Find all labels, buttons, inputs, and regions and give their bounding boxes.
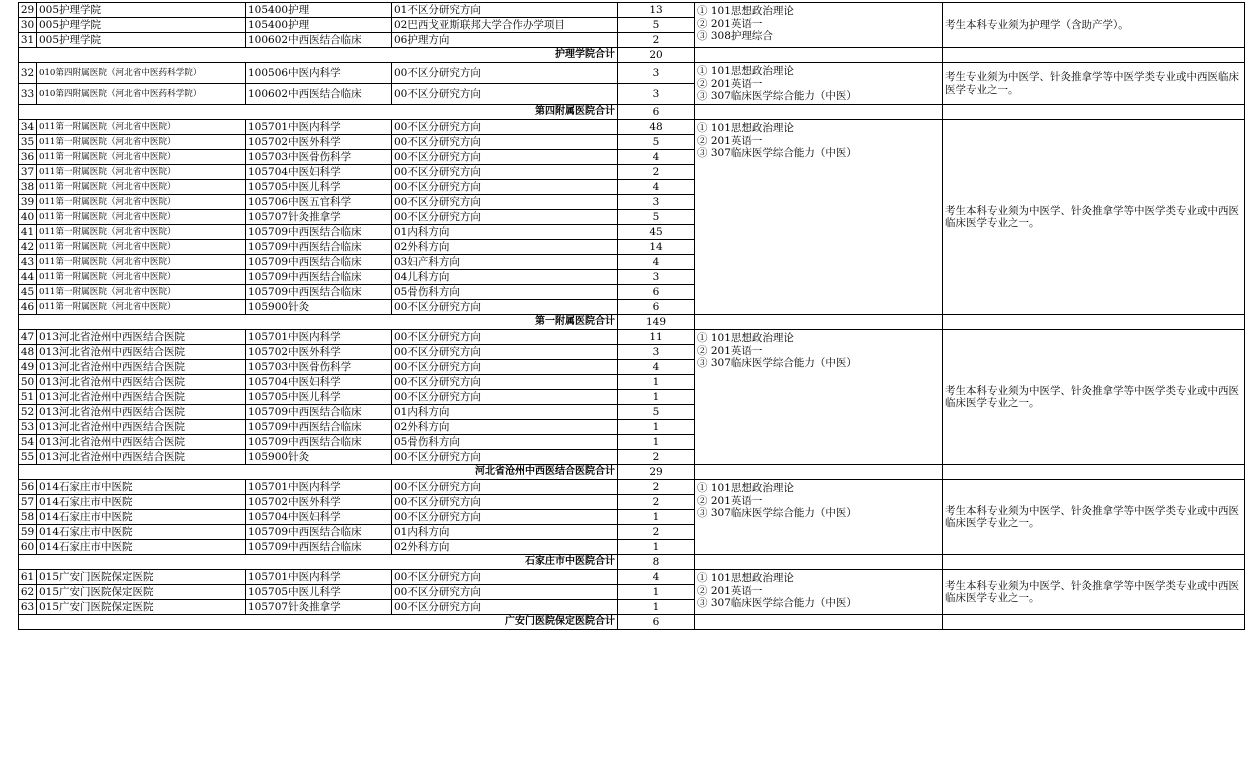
table-row — [19, 3, 1245, 18]
count-cell: 3 — [618, 195, 695, 210]
major-cell: 105709中西医结合临床 — [246, 435, 392, 450]
count-cell: 4 — [618, 150, 695, 165]
college-cell: 011第一附属医院（河北省中医院） — [37, 240, 246, 255]
count-cell: 3 — [618, 345, 695, 360]
row-number: 39 — [19, 195, 37, 210]
count-cell: 1 — [618, 390, 695, 405]
college-cell: 011第一附属医院（河北省中医院） — [37, 180, 246, 195]
direction-cell: 00不区分研究方向 — [392, 585, 618, 600]
total-row — [19, 105, 1245, 120]
major-cell: 105709中西医结合临床 — [246, 285, 392, 300]
direction-cell: 00不区分研究方向 — [392, 63, 618, 84]
count-cell: 4 — [618, 570, 695, 585]
admissions-table — [18, 2, 1245, 630]
direction-cell: 00不区分研究方向 — [392, 495, 618, 510]
exam-subjects-cell — [695, 120, 943, 315]
count-cell: 1 — [618, 420, 695, 435]
major-cell: 105709中西医结合临床 — [246, 270, 392, 285]
college-cell: 010第四附属医院（河北省中医药科学院） — [37, 63, 246, 84]
direction-cell: 04儿科方向 — [392, 270, 618, 285]
count-cell: 4 — [618, 360, 695, 375]
exam-subject: ① 101思想政治理论 — [697, 65, 794, 77]
row-number: 63 — [19, 600, 37, 615]
exam-subject: ② 201英语一 — [697, 134, 763, 147]
direction-cell: 00不区分研究方向 — [392, 375, 618, 390]
row-number: 51 — [19, 390, 37, 405]
major-cell: 105707针灸推拿学 — [246, 210, 392, 225]
count-cell: 11 — [618, 330, 695, 345]
direction-cell: 00不区分研究方向 — [392, 150, 618, 165]
exam-subject: ③ 307临床医学综合能力（中医） — [697, 597, 857, 609]
count-cell: 4 — [618, 180, 695, 195]
row-number: 34 — [19, 120, 37, 135]
total-value: 20 — [618, 48, 695, 63]
count-cell: 5 — [618, 135, 695, 150]
college-cell: 011第一附属医院（河北省中医院） — [37, 285, 246, 300]
major-cell: 105400护理 — [246, 18, 392, 33]
count-cell: 2 — [618, 33, 695, 48]
college-cell: 013河北省沧州中西医结合医院 — [37, 450, 246, 465]
empty-cell — [695, 555, 943, 570]
table-row — [19, 480, 1245, 495]
direction-cell: 02外科方向 — [392, 240, 618, 255]
major-cell: 105704中医妇科学 — [246, 375, 392, 390]
exam-subject: ③ 308护理综合 — [697, 30, 773, 42]
college-cell: 015广安门医院保定医院 — [37, 570, 246, 585]
major-cell: 105706中医五官科学 — [246, 195, 392, 210]
exam-subject: ① 101思想政治理论 — [697, 122, 794, 134]
empty-cell — [695, 105, 943, 120]
direction-cell: 00不区分研究方向 — [392, 390, 618, 405]
college-cell: 014石家庄市中医院 — [37, 525, 246, 540]
major-cell: 100602中西医结合临床 — [246, 84, 392, 105]
row-number: 40 — [19, 210, 37, 225]
college-cell: 014石家庄市中医院 — [37, 510, 246, 525]
row-number: 42 — [19, 240, 37, 255]
direction-cell: 00不区分研究方向 — [392, 135, 618, 150]
row-number: 56 — [19, 480, 37, 495]
college-cell: 015广安门医院保定医院 — [37, 600, 246, 615]
requirement-note-cell: 考生本科专业须为护理学（含助产学）。 — [943, 3, 1245, 48]
direction-cell: 00不区分研究方向 — [392, 330, 618, 345]
exam-subject: ① 101思想政治理论 — [697, 482, 794, 494]
count-cell: 1 — [618, 600, 695, 615]
major-cell: 105703中医骨伤科学 — [246, 150, 392, 165]
empty-cell — [943, 105, 1245, 120]
count-cell: 4 — [618, 255, 695, 270]
exam-subject: ② 201英语一 — [697, 344, 763, 357]
requirement-note-cell: 考生本科专业须为中医学、针灸推拿学等中医学类专业或中西医临床医学专业之一。 — [943, 330, 1245, 465]
college-cell: 013河北省沧州中西医结合医院 — [37, 345, 246, 360]
total-value: 8 — [618, 555, 695, 570]
count-cell: 2 — [618, 165, 695, 180]
major-cell: 100602中西医结合临床 — [246, 33, 392, 48]
total-row — [19, 48, 1245, 63]
major-cell: 105701中医内科学 — [246, 120, 392, 135]
empty-cell — [943, 315, 1245, 330]
count-cell: 14 — [618, 240, 695, 255]
exam-subjects-cell — [695, 3, 943, 48]
direction-cell: 00不区分研究方向 — [392, 120, 618, 135]
major-cell: 105709中西医结合临床 — [246, 525, 392, 540]
direction-cell: 00不区分研究方向 — [392, 300, 618, 315]
empty-cell — [695, 615, 943, 630]
row-number: 38 — [19, 180, 37, 195]
direction-cell: 05骨伤科方向 — [392, 285, 618, 300]
count-cell: 5 — [618, 210, 695, 225]
row-number: 43 — [19, 255, 37, 270]
direction-cell: 02巴西戈亚斯联邦大学合作办学项目 — [392, 18, 618, 33]
major-cell: 105704中医妇科学 — [246, 165, 392, 180]
table-row — [19, 570, 1245, 585]
major-cell: 105701中医内科学 — [246, 330, 392, 345]
table-row — [19, 63, 1245, 84]
total-row — [19, 465, 1245, 480]
empty-cell — [943, 48, 1245, 63]
major-cell: 105705中医儿科学 — [246, 390, 392, 405]
college-cell: 011第一附属医院（河北省中医院） — [37, 255, 246, 270]
count-cell: 6 — [618, 285, 695, 300]
row-number: 62 — [19, 585, 37, 600]
direction-cell: 00不区分研究方向 — [392, 570, 618, 585]
requirement-note-cell: 考生本科专业须为中医学、针灸推拿学等中医学类专业或中西医临床医学专业之一。 — [943, 120, 1245, 315]
row-number: 58 — [19, 510, 37, 525]
college-cell: 015广安门医院保定医院 — [37, 585, 246, 600]
college-cell: 005护理学院 — [37, 33, 246, 48]
direction-cell: 01内科方向 — [392, 405, 618, 420]
direction-cell: 00不区分研究方向 — [392, 510, 618, 525]
total-value: 29 — [618, 465, 695, 480]
major-cell: 105701中医内科学 — [246, 570, 392, 585]
count-cell: 1 — [618, 585, 695, 600]
exam-subjects-cell — [695, 480, 943, 555]
empty-cell — [943, 555, 1245, 570]
empty-cell — [695, 465, 943, 480]
row-number: 36 — [19, 150, 37, 165]
total-label: 广安门医院保定医院合计 — [19, 615, 618, 630]
empty-cell — [695, 315, 943, 330]
major-cell: 105703中医骨伤科学 — [246, 360, 392, 375]
count-cell: 1 — [618, 435, 695, 450]
count-cell: 3 — [618, 63, 695, 84]
requirement-note-cell: 考生专业须为中医学、针灸推拿学等中医学类专业或中西医临床医学专业之一。 — [943, 63, 1245, 105]
exam-subject: ③ 307临床医学综合能力（中医） — [697, 90, 857, 102]
direction-cell: 01内科方向 — [392, 225, 618, 240]
major-cell: 105705中医儿科学 — [246, 180, 392, 195]
count-cell: 2 — [618, 450, 695, 465]
college-cell: 005护理学院 — [37, 18, 246, 33]
row-number: 31 — [19, 33, 37, 48]
row-number: 50 — [19, 375, 37, 390]
total-label: 河北省沧州中西医结合医院合计 — [19, 465, 618, 480]
major-cell: 105702中医外科学 — [246, 495, 392, 510]
direction-cell: 00不区分研究方向 — [392, 480, 618, 495]
major-cell: 105709中西医结合临床 — [246, 255, 392, 270]
row-number: 37 — [19, 165, 37, 180]
table-row — [19, 330, 1245, 345]
direction-cell: 01内科方向 — [392, 525, 618, 540]
row-number: 48 — [19, 345, 37, 360]
count-cell: 2 — [618, 525, 695, 540]
college-cell: 011第一附属医院（河北省中医院） — [37, 135, 246, 150]
major-cell: 105702中医外科学 — [246, 135, 392, 150]
exam-subjects-cell — [695, 63, 943, 105]
major-cell: 105900针灸 — [246, 300, 392, 315]
row-number: 46 — [19, 300, 37, 315]
major-cell: 105709中西医结合临床 — [246, 225, 392, 240]
exam-subject: ② 201英语一 — [697, 77, 763, 90]
direction-cell: 00不区分研究方向 — [392, 360, 618, 375]
major-cell: 105400护理 — [246, 3, 392, 18]
college-cell: 005护理学院 — [37, 3, 246, 18]
row-number: 49 — [19, 360, 37, 375]
row-number: 41 — [19, 225, 37, 240]
exam-subject: ② 201英语一 — [697, 584, 763, 597]
direction-cell: 00不区分研究方向 — [392, 345, 618, 360]
row-number: 57 — [19, 495, 37, 510]
row-number: 60 — [19, 540, 37, 555]
row-number: 32 — [19, 63, 37, 84]
total-value: 6 — [618, 615, 695, 630]
college-cell: 013河北省沧州中西医结合医院 — [37, 420, 246, 435]
count-cell: 3 — [618, 270, 695, 285]
exam-subject: ① 101思想政治理论 — [697, 332, 794, 344]
count-cell: 5 — [618, 405, 695, 420]
college-cell: 014石家庄市中医院 — [37, 540, 246, 555]
major-cell: 105705中医儿科学 — [246, 585, 392, 600]
row-number: 30 — [19, 18, 37, 33]
row-number: 47 — [19, 330, 37, 345]
major-cell: 105701中医内科学 — [246, 480, 392, 495]
total-label: 石家庄市中医院合计 — [19, 555, 618, 570]
total-value: 6 — [618, 105, 695, 120]
exam-subject: ① 101思想政治理论 — [697, 572, 794, 584]
college-cell: 014石家庄市中医院 — [37, 480, 246, 495]
college-cell: 013河北省沧州中西医结合医院 — [37, 360, 246, 375]
major-cell: 105709中西医结合临床 — [246, 240, 392, 255]
count-cell: 13 — [618, 3, 695, 18]
major-cell: 105709中西医结合临床 — [246, 540, 392, 555]
major-cell: 105707针灸推拿学 — [246, 600, 392, 615]
exam-subject: ① 101思想政治理论 — [697, 5, 794, 17]
total-row — [19, 315, 1245, 330]
row-number: 54 — [19, 435, 37, 450]
row-number: 45 — [19, 285, 37, 300]
direction-cell: 01不区分研究方向 — [392, 3, 618, 18]
direction-cell: 00不区分研究方向 — [392, 210, 618, 225]
total-label: 第四附属医院合计 — [19, 105, 618, 120]
direction-cell: 02外科方向 — [392, 420, 618, 435]
college-cell: 010第四附属医院（河北省中医药科学院） — [37, 84, 246, 105]
count-cell: 1 — [618, 510, 695, 525]
count-cell: 1 — [618, 540, 695, 555]
college-cell: 011第一附属医院（河北省中医院） — [37, 225, 246, 240]
row-number: 29 — [19, 3, 37, 18]
college-cell: 011第一附属医院（河北省中医院） — [37, 150, 246, 165]
row-number: 55 — [19, 450, 37, 465]
direction-cell: 00不区分研究方向 — [392, 450, 618, 465]
direction-cell: 03妇产科方向 — [392, 255, 618, 270]
total-label: 护理学院合计 — [19, 48, 618, 63]
exam-subject: ② 201英语一 — [697, 494, 763, 507]
college-cell: 013河北省沧州中西医结合医院 — [37, 405, 246, 420]
row-number: 44 — [19, 270, 37, 285]
total-row — [19, 615, 1245, 630]
college-cell: 014石家庄市中医院 — [37, 495, 246, 510]
college-cell: 011第一附属医院（河北省中医院） — [37, 270, 246, 285]
college-cell: 013河北省沧州中西医结合医院 — [37, 435, 246, 450]
direction-cell: 00不区分研究方向 — [392, 195, 618, 210]
count-cell: 5 — [618, 18, 695, 33]
count-cell: 1 — [618, 375, 695, 390]
exam-subjects-cell — [695, 570, 943, 615]
requirement-note-cell: 考生本科专业须为中医学、针灸推拿学等中医学类专业或中西医临床医学专业之一。 — [943, 480, 1245, 555]
major-cell: 105709中西医结合临床 — [246, 420, 392, 435]
row-number: 52 — [19, 405, 37, 420]
count-cell: 2 — [618, 480, 695, 495]
row-number: 53 — [19, 420, 37, 435]
exam-subjects-cell — [695, 330, 943, 465]
count-cell: 48 — [618, 120, 695, 135]
empty-cell — [695, 48, 943, 63]
exam-subject: ③ 307临床医学综合能力（中医） — [697, 147, 857, 159]
direction-cell: 02外科方向 — [392, 540, 618, 555]
college-cell: 011第一附属医院（河北省中医院） — [37, 120, 246, 135]
college-cell: 011第一附属医院（河北省中医院） — [37, 210, 246, 225]
college-cell: 011第一附属医院（河北省中医院） — [37, 300, 246, 315]
direction-cell: 00不区分研究方向 — [392, 165, 618, 180]
total-label: 第一附属医院合计 — [19, 315, 618, 330]
total-value: 149 — [618, 315, 695, 330]
requirement-note-cell: 考生本科专业须为中医学、针灸推拿学等中医学类专业或中西医临床医学专业之一。 — [943, 570, 1245, 615]
row-number: 33 — [19, 84, 37, 105]
college-cell: 011第一附属医院（河北省中医院） — [37, 195, 246, 210]
direction-cell: 00不区分研究方向 — [392, 600, 618, 615]
total-row — [19, 555, 1245, 570]
row-number: 59 — [19, 525, 37, 540]
major-cell: 105702中医外科学 — [246, 345, 392, 360]
college-cell: 011第一附属医院（河北省中医院） — [37, 165, 246, 180]
row-number: 61 — [19, 570, 37, 585]
direction-cell: 00不区分研究方向 — [392, 180, 618, 195]
count-cell: 2 — [618, 495, 695, 510]
major-cell: 105900针灸 — [246, 450, 392, 465]
row-number: 35 — [19, 135, 37, 150]
college-cell: 013河北省沧州中西医结合医院 — [37, 330, 246, 345]
college-cell: 013河北省沧州中西医结合医院 — [37, 375, 246, 390]
direction-cell: 05骨伤科方向 — [392, 435, 618, 450]
empty-cell — [943, 615, 1245, 630]
direction-cell: 00不区分研究方向 — [392, 84, 618, 105]
exam-subject: ③ 307临床医学综合能力（中医） — [697, 357, 857, 369]
count-cell: 45 — [618, 225, 695, 240]
college-cell: 013河北省沧州中西医结合医院 — [37, 390, 246, 405]
major-cell: 105709中西医结合临床 — [246, 405, 392, 420]
table-row — [19, 120, 1245, 135]
empty-cell — [943, 465, 1245, 480]
exam-subject: ② 201英语一 — [697, 17, 763, 30]
count-cell: 3 — [618, 84, 695, 105]
direction-cell: 06护理方向 — [392, 33, 618, 48]
count-cell: 6 — [618, 300, 695, 315]
major-cell: 105704中医妇科学 — [246, 510, 392, 525]
major-cell: 100506中医内科学 — [246, 63, 392, 84]
exam-subject: ③ 307临床医学综合能力（中医） — [697, 507, 857, 519]
